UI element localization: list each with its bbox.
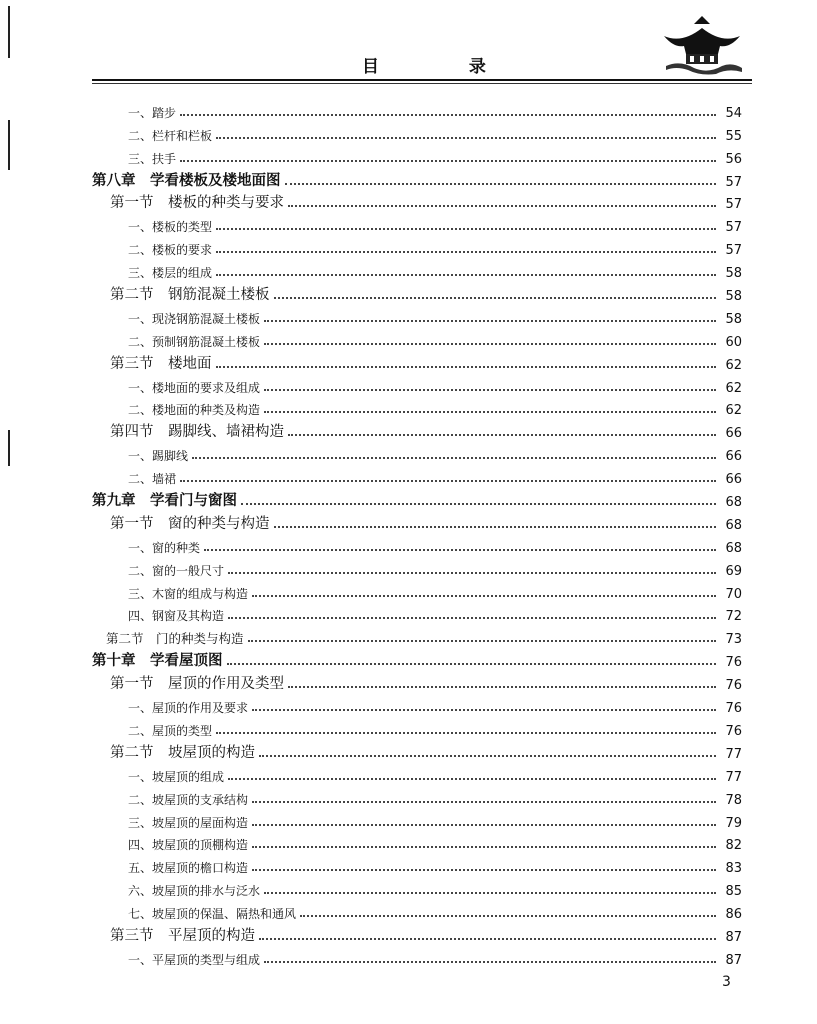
toc-entry-section [92,510,742,533]
toc-entry-title: 三、楼层的组成 [128,266,213,281]
toc-entry-title: 一、坡屋顶的组成 [128,769,225,784]
toc-entry-item [92,441,742,464]
toc-entry-page: 78 [725,792,742,808]
toc-entry-page: 54 [725,105,742,121]
dot-leader [228,778,716,780]
toc-entry-page: 73 [725,632,742,648]
dot-leader [180,114,716,116]
table-of-contents [92,98,742,968]
scan-mark [8,6,10,58]
toc-entry-item [92,464,742,487]
toc-entry-item [92,235,742,258]
toc-entry-item [92,831,742,854]
dot-leader [288,205,716,207]
dot-leader [228,572,716,574]
dot-leader [274,526,717,528]
toc-entry-item [92,785,742,808]
dot-leader [264,411,716,413]
toc-entry-title: 一、踢脚线 [128,449,189,464]
toc-entry-page: 68 [725,517,742,533]
toc-entry-item [92,258,742,281]
toc-entry-title: 第一节 楼板的种类与要求 [110,195,284,212]
toc-entry-title: 一、现浇钢筋混凝土楼板 [128,311,261,326]
dot-leader [264,320,716,322]
toc-entry-item [92,144,742,167]
toc-entry-title: 六、坡屋顶的排水与泛水 [128,884,261,899]
dot-leader [248,640,716,642]
toc-entry-title: 二、墙裙 [128,472,177,487]
dot-leader [216,137,716,139]
toc-entry-item [92,373,742,396]
toc-entry-title: 四、坡屋顶的顶棚构造 [128,838,249,853]
toc-entry-section [92,922,742,945]
toc-entry-page: 57 [725,243,742,259]
toc-entry-item [92,602,742,625]
dot-leader [264,343,716,345]
header-rule-thin [92,83,752,84]
toc-entry-title: 第三节 楼地面 [110,355,212,372]
toc-entry-page: 83 [725,861,742,877]
toc-entry-page: 82 [725,838,742,854]
toc-entry-title: 一、平屋顶的类型与组成 [128,952,261,967]
toc-entry-page: 57 [725,197,742,213]
toc-entry-title: 第二节 坡屋顶的构造 [110,744,255,761]
toc-entry-title: 二、坡屋顶的支承结构 [128,792,249,807]
dot-leader [252,709,716,711]
dot-leader [264,961,716,963]
toc-entry-page: 57 [725,220,742,236]
dot-leader [227,663,717,665]
toc-entry-item [92,327,742,350]
dot-leader [252,824,716,826]
toc-entry-page: 62 [725,357,742,373]
toc-entry-item [92,304,742,327]
toc-entry-page: 57 [725,174,742,190]
dot-leader [180,480,716,482]
toc-entry-title: 五、坡屋顶的檐口构造 [128,861,249,876]
toc-entry-page: 87 [725,929,742,945]
toc-entry-chapter [92,647,742,670]
toc-entry-title: 二、预制钢筋混凝土楼板 [128,334,261,349]
toc-entry-item [92,693,742,716]
toc-entry-page: 66 [725,426,742,442]
dot-leader [252,801,716,803]
toc-entry-item [92,98,742,121]
toc-entry-page: 55 [725,128,742,144]
toc-entry-item [92,716,742,739]
toc-entry-title: 三、木窗的组成与构造 [128,586,249,601]
toc-entry-title: 四、钢窗及其构造 [128,609,225,624]
toc-entry-page: 62 [725,403,742,419]
toc-entry-title: 第一节 窗的种类与构造 [110,515,270,532]
dot-leader [228,617,716,619]
toc-entry-page: 62 [725,380,742,396]
toc-entry-item [92,579,742,602]
toc-entry-title: 二、屋顶的类型 [128,723,213,738]
toc-entry-title: 二、楼板的要求 [128,243,213,258]
toc-entry-page: 66 [725,472,742,488]
toc-entry-page: 56 [725,151,742,167]
toc-entry-title: 第八章 学看楼板及楼地面图 [92,172,281,189]
dot-leader [288,686,716,688]
toc-entry-item [92,899,742,922]
dot-leader [252,869,716,871]
dot-leader [180,160,716,162]
dot-leader [216,366,717,368]
toc-entry-section-flush [92,624,742,647]
dot-leader [252,846,716,848]
toc-entry-title: 一、楼板的类型 [128,220,213,235]
toc-entry-title: 第九章 学看门与窗图 [92,493,237,510]
dot-leader [288,434,716,436]
toc-entry-title: 一、窗的种类 [128,540,201,555]
toc-entry-title: 二、窗的一般尺寸 [128,563,225,578]
toc-entry-page: 58 [725,311,742,327]
toc-entry-title: 第十章 学看屋顶图 [92,653,223,670]
toc-entry-page: 77 [725,746,742,762]
toc-entry-item [92,876,742,899]
toc-entry-item [92,533,742,556]
toc-entry-title: 第四节 踢脚线、墙裙构造 [110,424,284,441]
scan-mark [8,120,10,170]
toc-entry-page: 68 [725,495,742,511]
dot-leader [259,938,716,940]
toc-entry-title: 第一节 屋顶的作用及类型 [110,676,284,693]
toc-entry-title: 一、屋顶的作用及要求 [128,701,249,716]
pagoda-logo-icon [660,14,744,76]
dot-leader [216,274,716,276]
dot-leader [285,183,717,185]
page-title: 目 录 [362,57,528,77]
toc-entry-section [92,418,742,441]
toc-entry-chapter [92,487,742,510]
toc-entry-section [92,350,742,373]
toc-entry-chapter [92,167,742,190]
dot-leader [192,457,716,459]
toc-entry-title: 二、楼地面的种类及构造 [128,403,261,418]
toc-entry-item [92,556,742,579]
toc-entry-section [92,739,742,762]
dot-leader [259,755,716,757]
dot-leader [241,503,716,505]
toc-entry-title: 三、坡屋顶的屋面构造 [128,815,249,830]
toc-entry-page: 70 [725,586,742,602]
dot-leader [264,389,716,391]
header-rule [92,79,752,81]
dot-leader [216,251,716,253]
toc-entry-item [92,762,742,785]
toc-entry-page: 87 [725,952,742,968]
toc-entry-title: 七、坡屋顶的保温、隔热和通风 [128,907,297,922]
toc-entry-page: 69 [725,563,742,579]
toc-entry-title: 第二节 钢筋混凝土楼板 [110,287,270,304]
toc-entry-page: 66 [725,449,742,465]
toc-entry-item [92,121,742,144]
toc-entry-item [92,808,742,831]
toc-entry-page: 77 [725,769,742,785]
toc-entry-title: 二、栏杆和栏板 [128,128,213,143]
toc-entry-item [92,212,742,235]
toc-entry-page: 85 [725,884,742,900]
toc-entry-section [92,281,742,304]
toc-entry-page: 79 [725,815,742,831]
toc-entry-page: 72 [725,609,742,625]
toc-entry-title: 一、踏步 [128,105,177,120]
toc-entry-page: 86 [725,907,742,923]
toc-entry-title: 第三节 平屋顶的构造 [110,927,255,944]
dot-leader [216,732,716,734]
toc-entry-item [92,853,742,876]
dot-leader [204,549,716,551]
toc-entry-page: 76 [725,678,742,694]
dot-leader [264,892,716,894]
page-header [92,50,752,84]
dot-leader [274,297,717,299]
toc-entry-page: 58 [725,289,742,305]
toc-entry-page: 60 [725,334,742,350]
toc-entry-page: 58 [725,266,742,282]
toc-entry-title: 第二节 门的种类与构造 [106,631,244,647]
toc-entry-section [92,670,742,693]
dot-leader [252,595,716,597]
toc-entry-section [92,190,742,213]
toc-entry-page: 68 [725,540,742,556]
page-number: 3 [722,974,731,990]
toc-entry-item [92,396,742,419]
toc-entry-title: 一、楼地面的要求及组成 [128,380,261,395]
toc-entry-title: 三、扶手 [128,151,177,166]
toc-entry-page: 76 [725,723,742,739]
dot-leader [216,228,716,230]
toc-entry-item [92,945,742,968]
dot-leader [300,915,716,917]
scan-mark [8,430,10,466]
toc-entry-page: 76 [725,655,742,671]
toc-entry-page: 76 [725,701,742,717]
